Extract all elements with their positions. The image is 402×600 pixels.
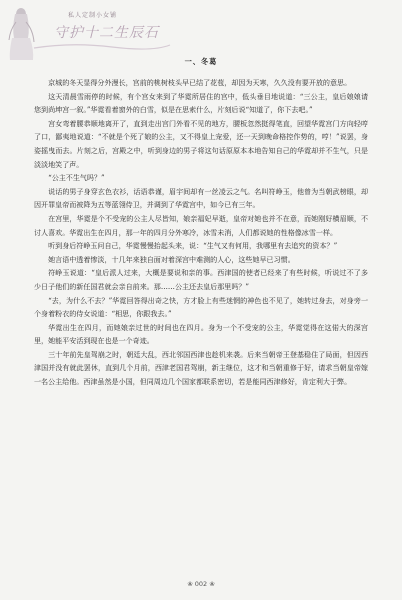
paragraph: 京城的冬天显得分外漫长，宫前的桃树枝头早已结了花苞，却因为天寒，久久没有要开放的意思。 [48,78,352,87]
body-text [34,76,368,389]
paragraph: “去，为什么不去？”华霓回答得出奇之快，方才脸上有些迷惘的神色也不见了，她转过身去，对身旁一个身着粉衣的侍女说道：“相思，你跟我去。” [34,295,368,319]
paragraph: 这天清晨雪雨停的时候，有个宫女来到了华霓所居住的宫中，低头垂目地说道：“三公主，皇后娘娘请您到尚坤宫一叙。”华霓看着窗外的白雪，似是在思索什么，片刻后说“知道了，你下去吧。” [34,91,368,115]
series-name: 私人定制小女铺 [68,12,118,19]
ornament-left-icon: ❀ [187,580,195,588]
paragraph: 三十年前先皇驾崩之时，朝廷大乱，西北邻国西津也趁机来袭。后来当朝帝王登基稳住了局面，但因西津国并没有就此罢休，直到几个月前，西津老国君驾崩，新主继位，这才和当朝重修于好，请求当朝皇帝嫁一名公主给他。西津虽然是小国，但同周边几个国家都联系密切，若是能同西津修好，肯定利大于弊。 [34,349,368,387]
paragraph: 在宫里，华霓是个不受宠的公主人尽皆知，娘亲福妃早逝，皇帝对她也并不在意，而她刚好横眉顺，不讨人喜欢。华霓出生在四月，那一年的四月分外寒冷，冰雪未消，人们都说她的性格像冰雪一样。 [34,213,368,237]
page-number: 002 [194,580,208,588]
header-banner [6,4,176,60]
title-swash-decoration [32,42,172,52]
ornament-right-icon: ❀ [207,580,215,588]
paragraph: 说话的男子身穿玄色衣衫，话语恭谨，眉宇间却有一丝凌云之气。名叫符峥玉，他曾为当朝武榜眼，却因开罪皇帝而被降为五等蓝翎侍卫，并调到了华霓宫中，如今已有三年。 [34,186,368,210]
paragraph: 听到身后符峥玉问自己，华霓慢慢抬起头来，说：“生气又有何用，我哪里有去追究的资本？” [48,241,338,251]
chapter-title: 一、冬葛 [184,57,218,66]
paragraph: 她言语中透着惨淡，十几年来独自面对着深宫中难测的人心，这些她早已习惯。 [48,254,295,264]
paragraph: 宫女弯着腰恭顺地离开了，直到走出宫门外看不见的地方，腰板忽然挺得笔直，回望华霓宫门方向轻哼了口，鄙夷地说道：“不就是个死了娘的公主，又不得皇上宠爱，还一天到晚命格控作势的，哼！”说罢，身姿摇曳而去。片刻之后，宫殿之中，听到身边的男子将这句话原原本本地告知自己的华霓却并不生气，只是淡淡地笑了声。 [34,118,368,169]
page-footer [0,580,402,590]
book-title: 守护十二生辰石 [54,25,159,41]
paragraph: 华霓出生在四月，而她娘亲过世的时间也在四月。身为一个不受宠的公主，华霓觉得在这偌大的深宫里，她能平安活到现在也是一个奇迹。 [34,322,368,346]
paragraph: 符峥玉说道：“皇后派人过来，大概是要说和亲的事。西津国的使者已经来了有些时候，听说过不了多少日子他们的新任国君就会亲自前来。那……公主还去皇后那里吗？” [34,268,368,291]
paragraph: “公主不生气吗？” [48,173,105,183]
